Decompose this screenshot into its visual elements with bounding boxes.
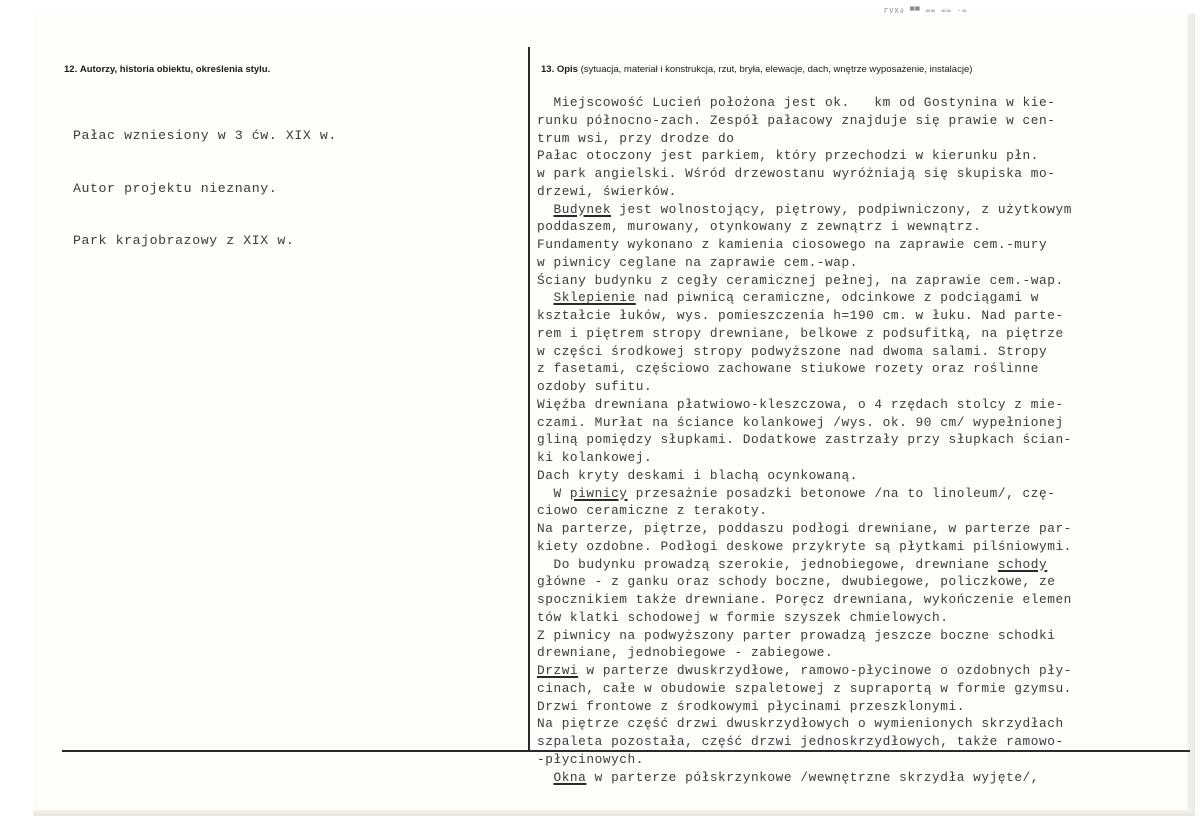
line-text: rem i piętrem stropy drewniane, belkowe z podsufitką, na piętrze: [537, 325, 1064, 341]
text-line: Park krajobrazowy z XIX w.: [73, 233, 295, 248]
line-text: Więźba drewniana płatwiowo-kleszczowa, o 4 rzędach stolcy z mie-: [537, 396, 1064, 412]
line-text: w piwnicy ceglane na zaprawie cem.-wap.: [537, 254, 858, 270]
text-line: [537, 307, 1072, 325]
text-line: [537, 485, 1072, 503]
line-text: Z piwnicy na podwyższony parter prowadzą jeszcze boczne schodki: [537, 627, 1056, 643]
section-12-number: 12.: [64, 64, 78, 75]
line-text: Dach kryty deskami i blachą ocynkowaną.: [537, 467, 858, 483]
line-text: trum wsi, przy drodze do: [537, 130, 735, 146]
line-text: spocznikiem także drewniane. Poręcz drewniana, wykończenie elemen: [537, 592, 1072, 607]
line-text: Miejscowość Lucień położona jest ok. km od Gostynina w kie-: [537, 95, 1056, 110]
line-text: nad piwnicą ceramiczne, odcinkowe z podciągami w: [635, 290, 1040, 306]
line-text: główne - z ganku oraz schody boczne, dwubiegowe, policzkowe, ze: [537, 574, 1056, 590]
line-text: [537, 290, 553, 305]
line-text: ki kolankowej.: [537, 450, 653, 465]
column-divider: [528, 47, 530, 751]
line-text: kiety ozdobne. Podłogi deskowe przykryte są płytkami pilśniowymi.: [537, 538, 1072, 554]
text-line: [537, 396, 1072, 414]
text-line: [537, 183, 1072, 201]
text-line: [537, 94, 1072, 112]
line-text: jest wolnostojący, piętrowy, podpiwniczony, z użytkowym: [611, 201, 1072, 217]
line-text: drzewi, świerków.: [537, 183, 677, 199]
line-text: czami. Murłat na ściance kolankowej /wys. ok. 90 cm/ wypełnionej: [537, 414, 1064, 430]
line-text: w parterze dwuskrzydłowe, ramowo-płycinowe o ozdobnych pły-: [578, 663, 1072, 678]
underlined-keyword: Budynek: [553, 201, 612, 217]
line-text: [537, 770, 553, 785]
line-text: cinach, całe w obudowie szpaletowej z supraportą w formie gzymsu.: [537, 680, 1072, 696]
line-text: ozdoby sufitu.: [537, 379, 653, 394]
text-line: [537, 644, 1072, 662]
line-text: poddaszem, murowany, otynkowany z zewnątrz i wewnątrz.: [537, 219, 982, 235]
line-text: Drzwi frontowe z środkowymi płycinami przeszklonymi.: [537, 698, 965, 714]
line-text: runku północno-zach. Zespół pałacowy znajduje się prawie w cen-: [537, 112, 1056, 128]
section-12-title: Autorzy, historia obiektu, określenia stylu.: [79, 64, 271, 75]
text-line: [537, 538, 1072, 556]
line-text: kształcie łuków, wys. pomieszczenia h=190 cm. w łuku. Nad parte-: [537, 308, 1064, 323]
text-line: [537, 130, 1072, 148]
text-line: [537, 609, 1072, 627]
text-line: [537, 769, 1072, 787]
text-line: [537, 272, 1072, 290]
underlined-keyword: Drzwi: [537, 663, 579, 678]
line-text: Do budynku prowadzą szerokie, jednobiegowe, drewniane: [537, 556, 998, 572]
line-text: [537, 202, 553, 217]
text-line: [537, 467, 1072, 485]
text-line: [537, 431, 1072, 449]
page-mark: ΓVX∂ ▀▀ ∞∞ ∞∞ ·∞: [884, 7, 968, 15]
line-text: Fundamenty wykonano z kamienia ciosowego na zaprawie cem.-mury: [537, 237, 1048, 252]
underlined-keyword: Okna: [553, 769, 587, 785]
sheet-edge-shadow: [1187, 14, 1195, 816]
section-12-heading: [64, 64, 270, 75]
line-text: przesażnie posadzki betonowe /na to linoleum/, czę-: [627, 485, 1056, 501]
line-text: Na piętrze część drzwi dwuskrzydłowych o wymienionych skrzydłach: [537, 716, 1064, 732]
line-text: Pałac otoczony jest parkiem, który przechodzi w kierunku płn.: [537, 148, 1039, 164]
section-13-title: (sytuacja, materiał i konstrukcja, rzut, bryła, elewacje, dach, wnętrze wyposażenie, instalacje): [580, 64, 973, 75]
text-line: Pałac wzniesiony w 3 ćw. XIX w.: [73, 128, 337, 143]
text-line: [537, 289, 1072, 307]
text-line: [537, 680, 1072, 698]
text-line: [537, 325, 1072, 343]
line-text: -płycinowych.: [537, 751, 644, 767]
text-line: [537, 715, 1072, 733]
text-line: [537, 449, 1072, 467]
bottom-rule: [62, 750, 1190, 752]
line-text: szpaleta pozostała, część drzwi jednoskrzydłowych, także ramowo-: [537, 734, 1064, 749]
line-text: Ściany budynku z cegły ceramicznej pełnej, na zaprawie cem.-wap.: [537, 272, 1064, 288]
text-line: [537, 201, 1072, 219]
text-line: Autor projektu nieznany.: [73, 180, 278, 196]
text-line: [537, 662, 1072, 680]
underlined-keyword: Sklepienie: [553, 290, 636, 306]
text-line: [537, 591, 1072, 609]
line-text: ciowo ceramiczne z terakoty.: [537, 503, 768, 519]
section-13-heading: [541, 64, 972, 75]
line-text: z fasetami, częściowo zachowane stiukowe rozety oraz roślinne: [537, 361, 1039, 377]
text-line: [537, 254, 1072, 272]
line-text: w parterze półskrzynkowe /wewnętrzne skrzydła wyjęte/,: [586, 769, 1040, 785]
line-text: w park angielski. Wśród drzewostanu wyróżniają się skupiska mo-: [537, 166, 1056, 181]
text-line: [537, 698, 1072, 716]
text-line: [537, 502, 1072, 520]
text-line: [537, 236, 1072, 254]
sheet-bottom-edge: [33, 810, 1195, 816]
text-line: [537, 733, 1072, 751]
text-line: [537, 360, 1072, 378]
line-text: drewniane, jednobiegowe - zabiegowe.: [537, 645, 834, 661]
text-line: [537, 627, 1072, 645]
text-line: [537, 165, 1072, 183]
section-12-typed-text: [73, 92, 337, 267]
line-text: w części środkowej stropy podwyższone nad dwoma salami. Stropy: [537, 343, 1048, 359]
text-line: [537, 343, 1072, 361]
text-line: [537, 147, 1072, 165]
section-13-number: 13. Opis: [541, 64, 578, 75]
text-line: [537, 520, 1072, 538]
line-text: W: [537, 485, 570, 501]
text-line: [537, 573, 1072, 591]
section-13-typed-text: [537, 94, 1072, 786]
text-line: [537, 378, 1072, 396]
text-line: [537, 218, 1072, 236]
line-text: Na parterze, piętrze, poddaszu podłogi drewniane, w parterze par-: [537, 521, 1072, 536]
text-line: [537, 751, 1072, 769]
underlined-keyword: piwnicy: [569, 485, 628, 501]
underlined-keyword: schody: [997, 556, 1048, 572]
text-line: [537, 556, 1072, 574]
text-line: [537, 414, 1072, 432]
text-line: [537, 112, 1072, 130]
line-text: tów klatki schodowej w formie szyszek chmielowych.: [537, 609, 949, 625]
line-text: gliną pomiędzy słupkami. Dodatkowe zastrzały przy słupkach ścian-: [537, 432, 1072, 448]
